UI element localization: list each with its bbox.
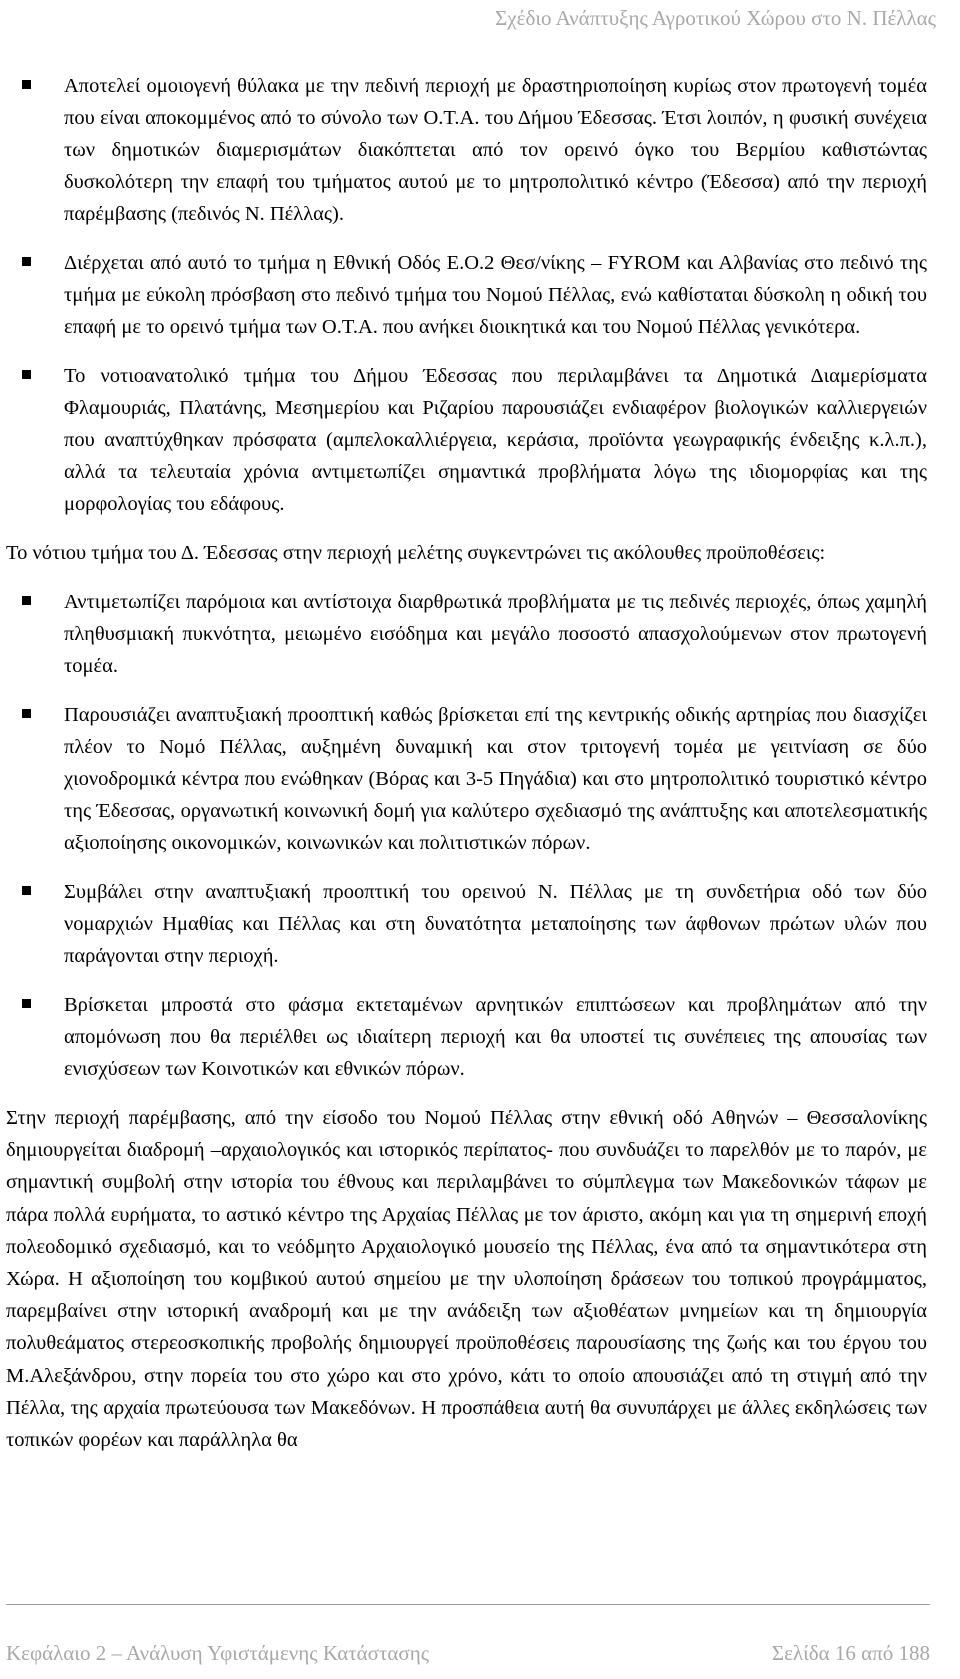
list-item-text: Το νοτιοανατολικό τμήμα του Δήμου Έδεσσας που περιλαμβάνει τα Δημοτικά Διαμερίσματα Φλαμουριάς, Πλατάνης, Μεσημερίου και Ριζαρίου παρουσιάζει ενδιαφέρον βιολογικών καλλιεργειών που αναπτύχθηκαν πρόσφατα (αμπελοκαλλιέργεια, κεράσια, προϊόντα γεωγραφικής ένδειξης κ.λ.π.), αλλά τα τελευταία χρόνια αντιμετωπίζει σημαντικά προβλήματα λόγω της ιδιομορφίας και της μορφολογίας του εδάφους. (64, 365, 927, 515)
list-item (0, 989, 927, 1085)
footer-page-number: Σελίδα 16 από 188 (771, 1641, 930, 1665)
page-footer (0, 1604, 960, 1666)
square-bullet-icon (22, 257, 31, 266)
square-bullet-icon (22, 886, 31, 895)
list-item-text: Συμβάλει στην αναπτυξιακή προοπτική του ορεινού Ν. Πέλλας με τη συνδετήρια οδό των δύο νομαρχιών Ημαθίας και Πέλλας και στη δυνατότητα μεταποίησης των άφθονων πρώτων υλών που παράγονται στην περιοχή. (64, 881, 927, 967)
closing-paragraph: Στην περιοχή παρέμβασης, από την είσοδο του Νομού Πέλλας στην εθνική οδό Αθηνών – Θεσσαλονίκης δημιουργείται διαδρομή –αρχαιολογικός και ιστορικός περίπατος- που συνδυάζει το παρελθόν με το παρόν, με σημαντική συμβολή στην ιστορία του έθνους και περιλαμβάνει το σύμπλεγμα των Μακεδονικών τάφων με πάρα πολλά ευρήματα, το αστικό κέντρο της Αρχαίας Πέλλας με τον άριστο, ακόμη και για τη σημερινή εποχή πολεοδομικό σχεδιασμό, και το νεόδμητο Αρχαιολογικό μουσείο της Πέλλας, ένα από τα σημαντικότερα στη Χώρα. Η αξιοποίηση του κομβικού αυτού σημείου με την υλοποίηση δράσεων του τοπικού προγράμματος, παρεμβαίνει στην ιστορική αναδρομή και με την ανάδειξη των αξιοθέατων μνημείων και τη δημιουργία πολυθεάματος στερεοσκοπικής προβολής δημιουργεί προϋποθέσεις παρουσίασης της ζωής και του έργου του Μ.Αλεξάνδρου, στην πορεία του στο χώρο και στο χρόνο, κάτι το οποίο απουσιάζει από τη στιγμή από την Πέλλα, της αρχαία πρωτεύουσα των Μακεδόνων. Η προσπάθεια αυτή θα συνυπάρχει με άλλες εκδηλώσεις των τοπικών φορέων και παράλληλα θα (6, 1107, 927, 1452)
list-item-text: Αποτελεί ομοιογενή θύλακα με την πεδινή περιοχή με δραστηριοποίηση κυρίως στον πρωτογενή τομέα που είναι αποκομμένος από το σύνολο των Ο.Τ.Α. του Δήμου Έδεσσας. Έτσι λοιπόν, η φυσική συνέχεια των δημοτικών διαμερισμάτων διακόπτεται από τον ορεινό όγκο του Βερμίου καθιστώντας δυσκολότερη την επαφή του τμήματος αυτού με το μητροπολιτικό κέντρο (Έδεσσα) από την περιοχή παρέμβασης (πεδινός Ν. Πέλλας). (64, 75, 927, 225)
square-bullet-icon (22, 999, 31, 1008)
footer-row (6, 1641, 930, 1666)
intro-paragraph: Το νότιου τμήμα του Δ. Έδεσσας στην περιοχή μελέτης συγκεντρώνει τις ακόλουθες προϋποθέσεις: (6, 542, 826, 564)
footer-divider (6, 1604, 930, 1605)
bullet-list-2 (0, 586, 927, 1085)
bullet-list-1 (0, 70, 927, 520)
square-bullet-icon (22, 709, 31, 718)
list-item-text: Αντιμετωπίζει παρόμοια και αντίστοιχα διαρθρωτικά προβλήματα με τις πεδινές περιοχές, όπως χαμηλή πληθυσμιακή πυκνότητα, μειωμένο εισόδημα και μεγάλο ποσοστό απασχολούμενων στον πρωτογενή τομέα. (64, 591, 927, 677)
list-item (0, 70, 927, 230)
list-item (0, 876, 927, 972)
list-item-text: Παρουσιάζει αναπτυξιακή προοπτική καθώς βρίσκεται επί της κεντρικής οδικής αρτηρίας που διασχίζει πλέον το Νομό Πέλλας, αυξημένη δυναμική και στον τριτογενή τομέα με γειτνίαση σε δύο χιονοδρομικά κέντρα που ενώθηκαν (Βόρας και 3-5 Πηγάδια) και στο μητροπολιτικό τουριστικό κέντρο της Έδεσσας, οργανωτική κοινωνική δομή για καλύτερο σχεδιασμό της ανάπτυξης και αποτελεσματικής αξιοποίησης οικονομικών, κοινωνικών και πολιτιστικών πόρων. (64, 704, 927, 854)
list-item (0, 247, 927, 343)
square-bullet-icon (22, 80, 31, 89)
list-item (0, 699, 927, 859)
square-bullet-icon (22, 596, 31, 605)
list-item (0, 586, 927, 682)
list-item (0, 360, 927, 520)
list-item-text: Βρίσκεται μπροστά στο φάσμα εκτεταμένων αρνητικών επιπτώσεων και προβλημάτων από την απομόνωση που θα περιέλθει ως ιδιαίτερη περιοχή και θα υποστεί τις συνέπειες της απουσίας των ενισχύσεων των Κοινοτικών και εθνικών πόρων. (64, 994, 927, 1080)
square-bullet-icon (22, 370, 31, 379)
list-item-text: Διέρχεται από αυτό το τμήμα η Εθνική Οδός Ε.Ο.2 Θεσ/νίκης – FYROM και Αλβανίας στο πεδινό της τμήμα με εύκολη πρόσβαση στο πεδινό τμήμα του Νομού Πέλλας, ενώ καθίσταται δύσκολη η οδική του επαφή με το ορεινό τμήμα των Ο.Τ.Α. που ανήκει διοικητικά και του Νομού Πέλλας γενικότερα. (64, 252, 927, 338)
running-header: Σχέδιο Ανάπτυξης Αγροτικού Χώρου στο Ν. Πέλλας (495, 6, 936, 30)
document-body (0, 70, 960, 1473)
footer-chapter: Κεφάλαιο 2 – Ανάλυση Υφιστάμενης Κατάστασης (6, 1641, 430, 1665)
